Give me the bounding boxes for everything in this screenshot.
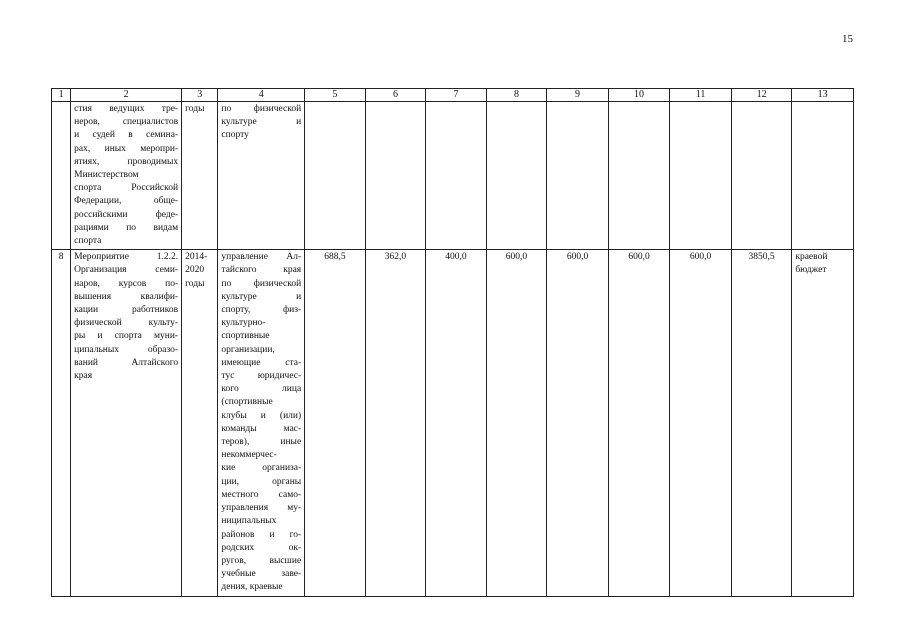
cell-line: физической культу- [74,318,179,329]
value-cell [608,102,670,250]
table-row [52,250,854,597]
cell-line: Организация семи- [74,265,179,276]
value-cell [547,102,609,250]
cell-line: и судей в семина- [74,130,179,141]
event-cell [71,102,182,250]
value-cell: 600,0 [486,250,547,597]
event-cell [71,250,182,597]
cell-line: бюджет [795,265,827,276]
row-number [52,102,71,250]
cell-line: управления му- [221,503,302,514]
value-cell: 362,0 [365,250,426,597]
table-row [52,102,854,250]
cell-line: дения, краевые [221,582,283,593]
years-cell [182,250,218,597]
cell-line: ругов, высшие [221,555,302,566]
cell-line: 2014- [185,252,208,263]
cell-line: вышения квалифи- [74,291,179,302]
cell-line: теров), иные [221,437,302,448]
cell-line: тайского края [221,265,302,276]
cell-line: клубы и (или) [221,410,302,421]
cell-line: организации, [221,344,275,355]
cell-line: российскими феде- [74,209,179,220]
column-number: 3 [182,89,218,102]
cell-line: Мероприятие 1.2.2. [74,252,179,263]
cell-line: ции, органы [221,476,302,487]
column-number: 4 [218,89,305,102]
cell-line: спортивные [221,331,270,342]
cell-line: управление Ал- [221,252,302,263]
cell-line: по физической [221,278,302,289]
cell-line: кие организа- [221,463,302,474]
funding-source-cell [792,250,854,597]
column-number: 11 [670,89,732,102]
cell-line: кации работников [74,305,179,316]
cell-line: краевой [795,252,828,263]
value-cell: 400,0 [426,250,487,597]
column-number: 9 [547,89,609,102]
cell-line: культуре и [221,117,302,128]
column-number-row [52,89,854,102]
cell-line: (спортивные [221,397,273,408]
column-number: 7 [426,89,487,102]
cell-line: годы [185,278,205,289]
cell-line: тус юридичес- [221,371,302,382]
cell-line: неров, специалистов [74,117,179,128]
value-cell: 600,0 [608,250,670,597]
funding-source-cell [792,102,854,250]
value-cell [305,102,366,250]
value-cell: 600,0 [547,250,609,597]
cell-line: рах, иных меропри- [74,143,179,154]
cell-line: кого лица [221,384,302,395]
column-number: 10 [608,89,670,102]
cell-line: команды мас- [221,423,302,434]
cell-line: имеющие ста- [221,357,302,368]
cell-line: годы [185,104,205,114]
value-cell [426,102,487,250]
cell-line: Федерации, обще- [74,196,179,207]
row-number: 8 [52,250,71,597]
value-cell [670,102,732,250]
cell-line: края [74,371,93,382]
column-number: 8 [486,89,547,102]
cell-line: ятиях, проводимых [74,156,179,167]
cell-line: ниципальных [221,516,277,527]
value-cell [365,102,426,250]
value-cell: 3850,5 [731,250,792,597]
cell-line: наров, курсов по- [74,278,179,289]
page-number: 15 [842,33,853,45]
column-number: 2 [71,89,182,102]
column-number: 6 [365,89,426,102]
cell-line: родских ок- [221,542,302,553]
column-number: 13 [792,89,854,102]
cell-line: по физической [221,104,302,114]
cell-line: районов и го- [221,529,302,540]
cell-line: спорту, физ- [221,305,302,316]
cell-line: спорта [74,236,102,247]
value-cell: 688,5 [305,250,366,597]
column-number: 5 [305,89,366,102]
program-table [51,88,854,597]
cell-line: рациями по видам [74,222,179,233]
value-cell: 600,0 [670,250,732,597]
cell-line: ваний Алтайского [74,357,179,368]
column-number: 1 [52,89,71,102]
executor-cell [218,102,305,250]
cell-line: местного само- [221,489,302,500]
cell-line: 2020 [185,265,205,276]
cell-line: учебные заве- [221,569,302,580]
column-number: 12 [731,89,792,102]
value-cell [731,102,792,250]
cell-line: спорта Российской [74,183,179,194]
executor-cell [218,250,305,597]
cell-line: некоммерчес- [221,450,277,461]
cell-line: ры и спорта муни- [74,331,179,342]
years-cell [182,102,218,250]
cell-line: культурно- [221,318,266,329]
cell-line: спорту [221,130,249,141]
cell-line: ципальных образо- [74,344,179,355]
value-cell [486,102,547,250]
cell-line: Министерством [74,170,139,181]
cell-line: культуре и [221,291,302,302]
cell-line: стия ведущих тре- [74,104,179,114]
